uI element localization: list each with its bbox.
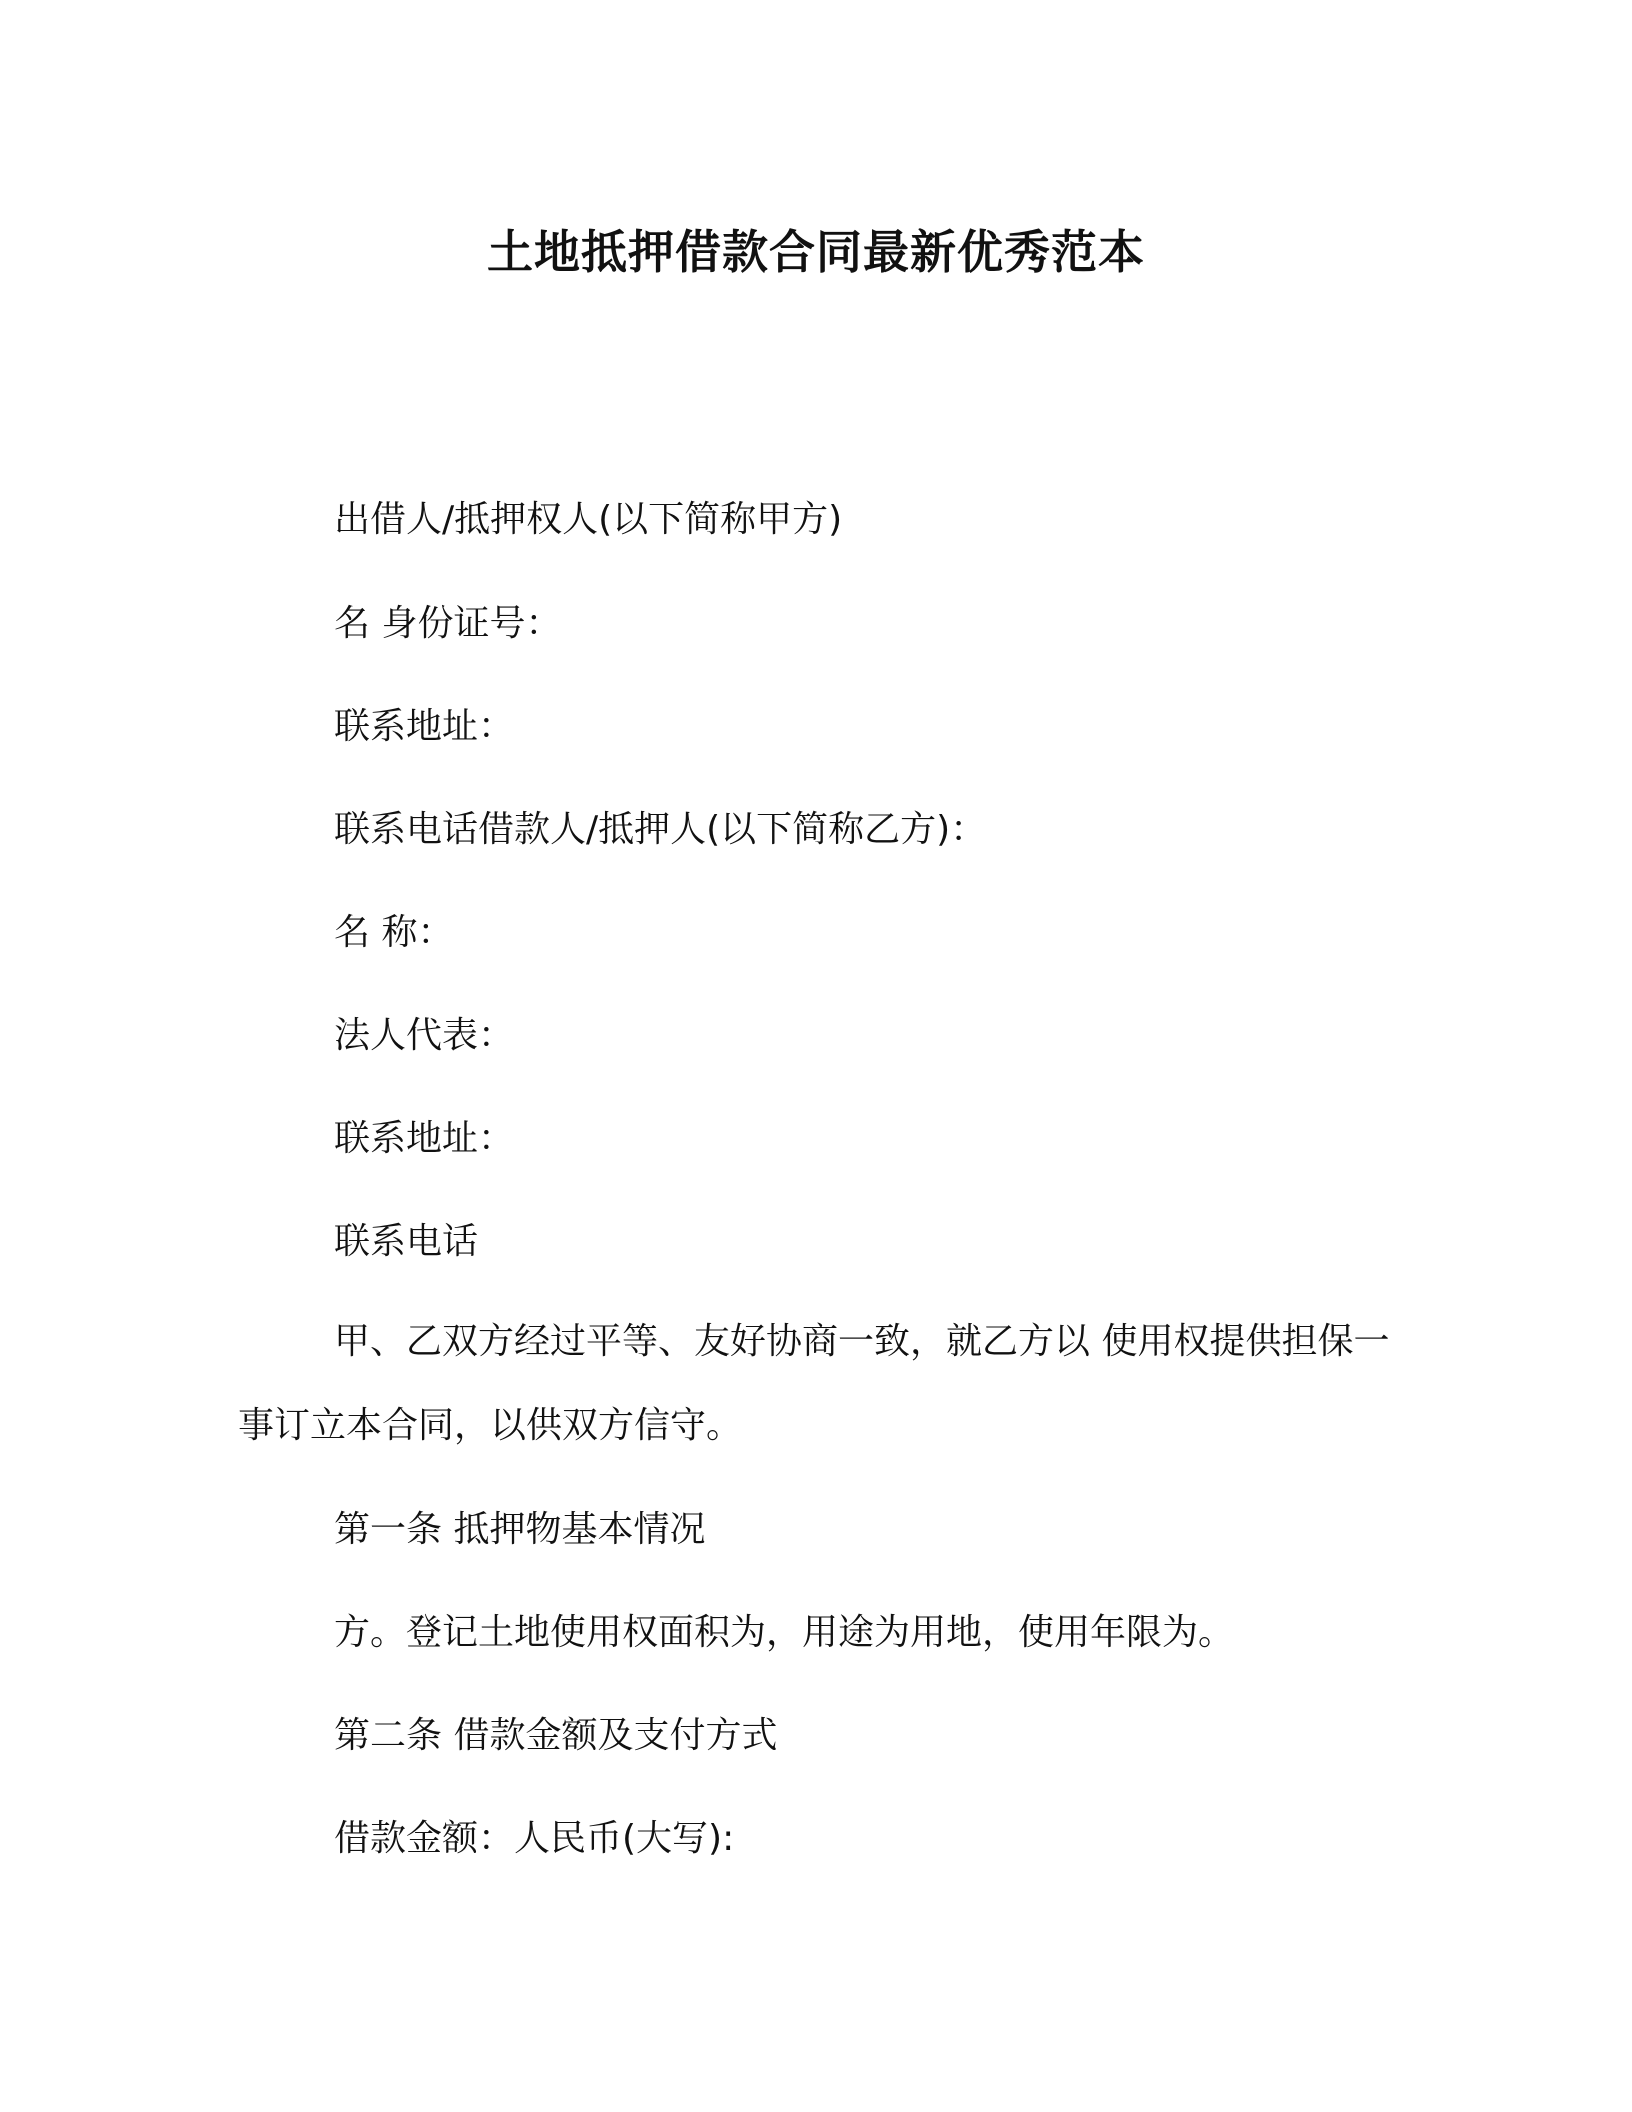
legal-rep-line: 法人代表： [334,1015,515,1056]
address-line-2: 联系地址： [334,1118,515,1159]
loan-amount-line: 借款金额：人民币(大写): [334,1818,735,1859]
id-number-line: 名 身份证号： [334,603,562,644]
phone-borrower-line: 联系电话借款人/抵押人(以下简称乙方)： [334,809,987,850]
article-2-heading: 第二条 借款金额及支付方式 [334,1715,778,1756]
document-title: 土地抵押借款合同最新优秀范本 [487,225,1145,279]
intro-paragraph: 甲、乙双方经过平等、友好协商一致，就乙方以 使用权提供担保一事订立本合同，以供双方信守。 [238,1321,1390,1446]
article-1-heading: 第一条 抵押物基本情况 [334,1509,706,1550]
lender-header-line: 出借人/抵押权人(以下简称甲方) [334,499,843,540]
address-line-1: 联系地址： [334,706,515,747]
name-line: 名 称： [334,912,454,953]
article-1-text: 方。登记土地使用权面积为，用途为用地，使用年限为。 [334,1612,1235,1653]
phone-line: 联系电话 [334,1221,479,1262]
